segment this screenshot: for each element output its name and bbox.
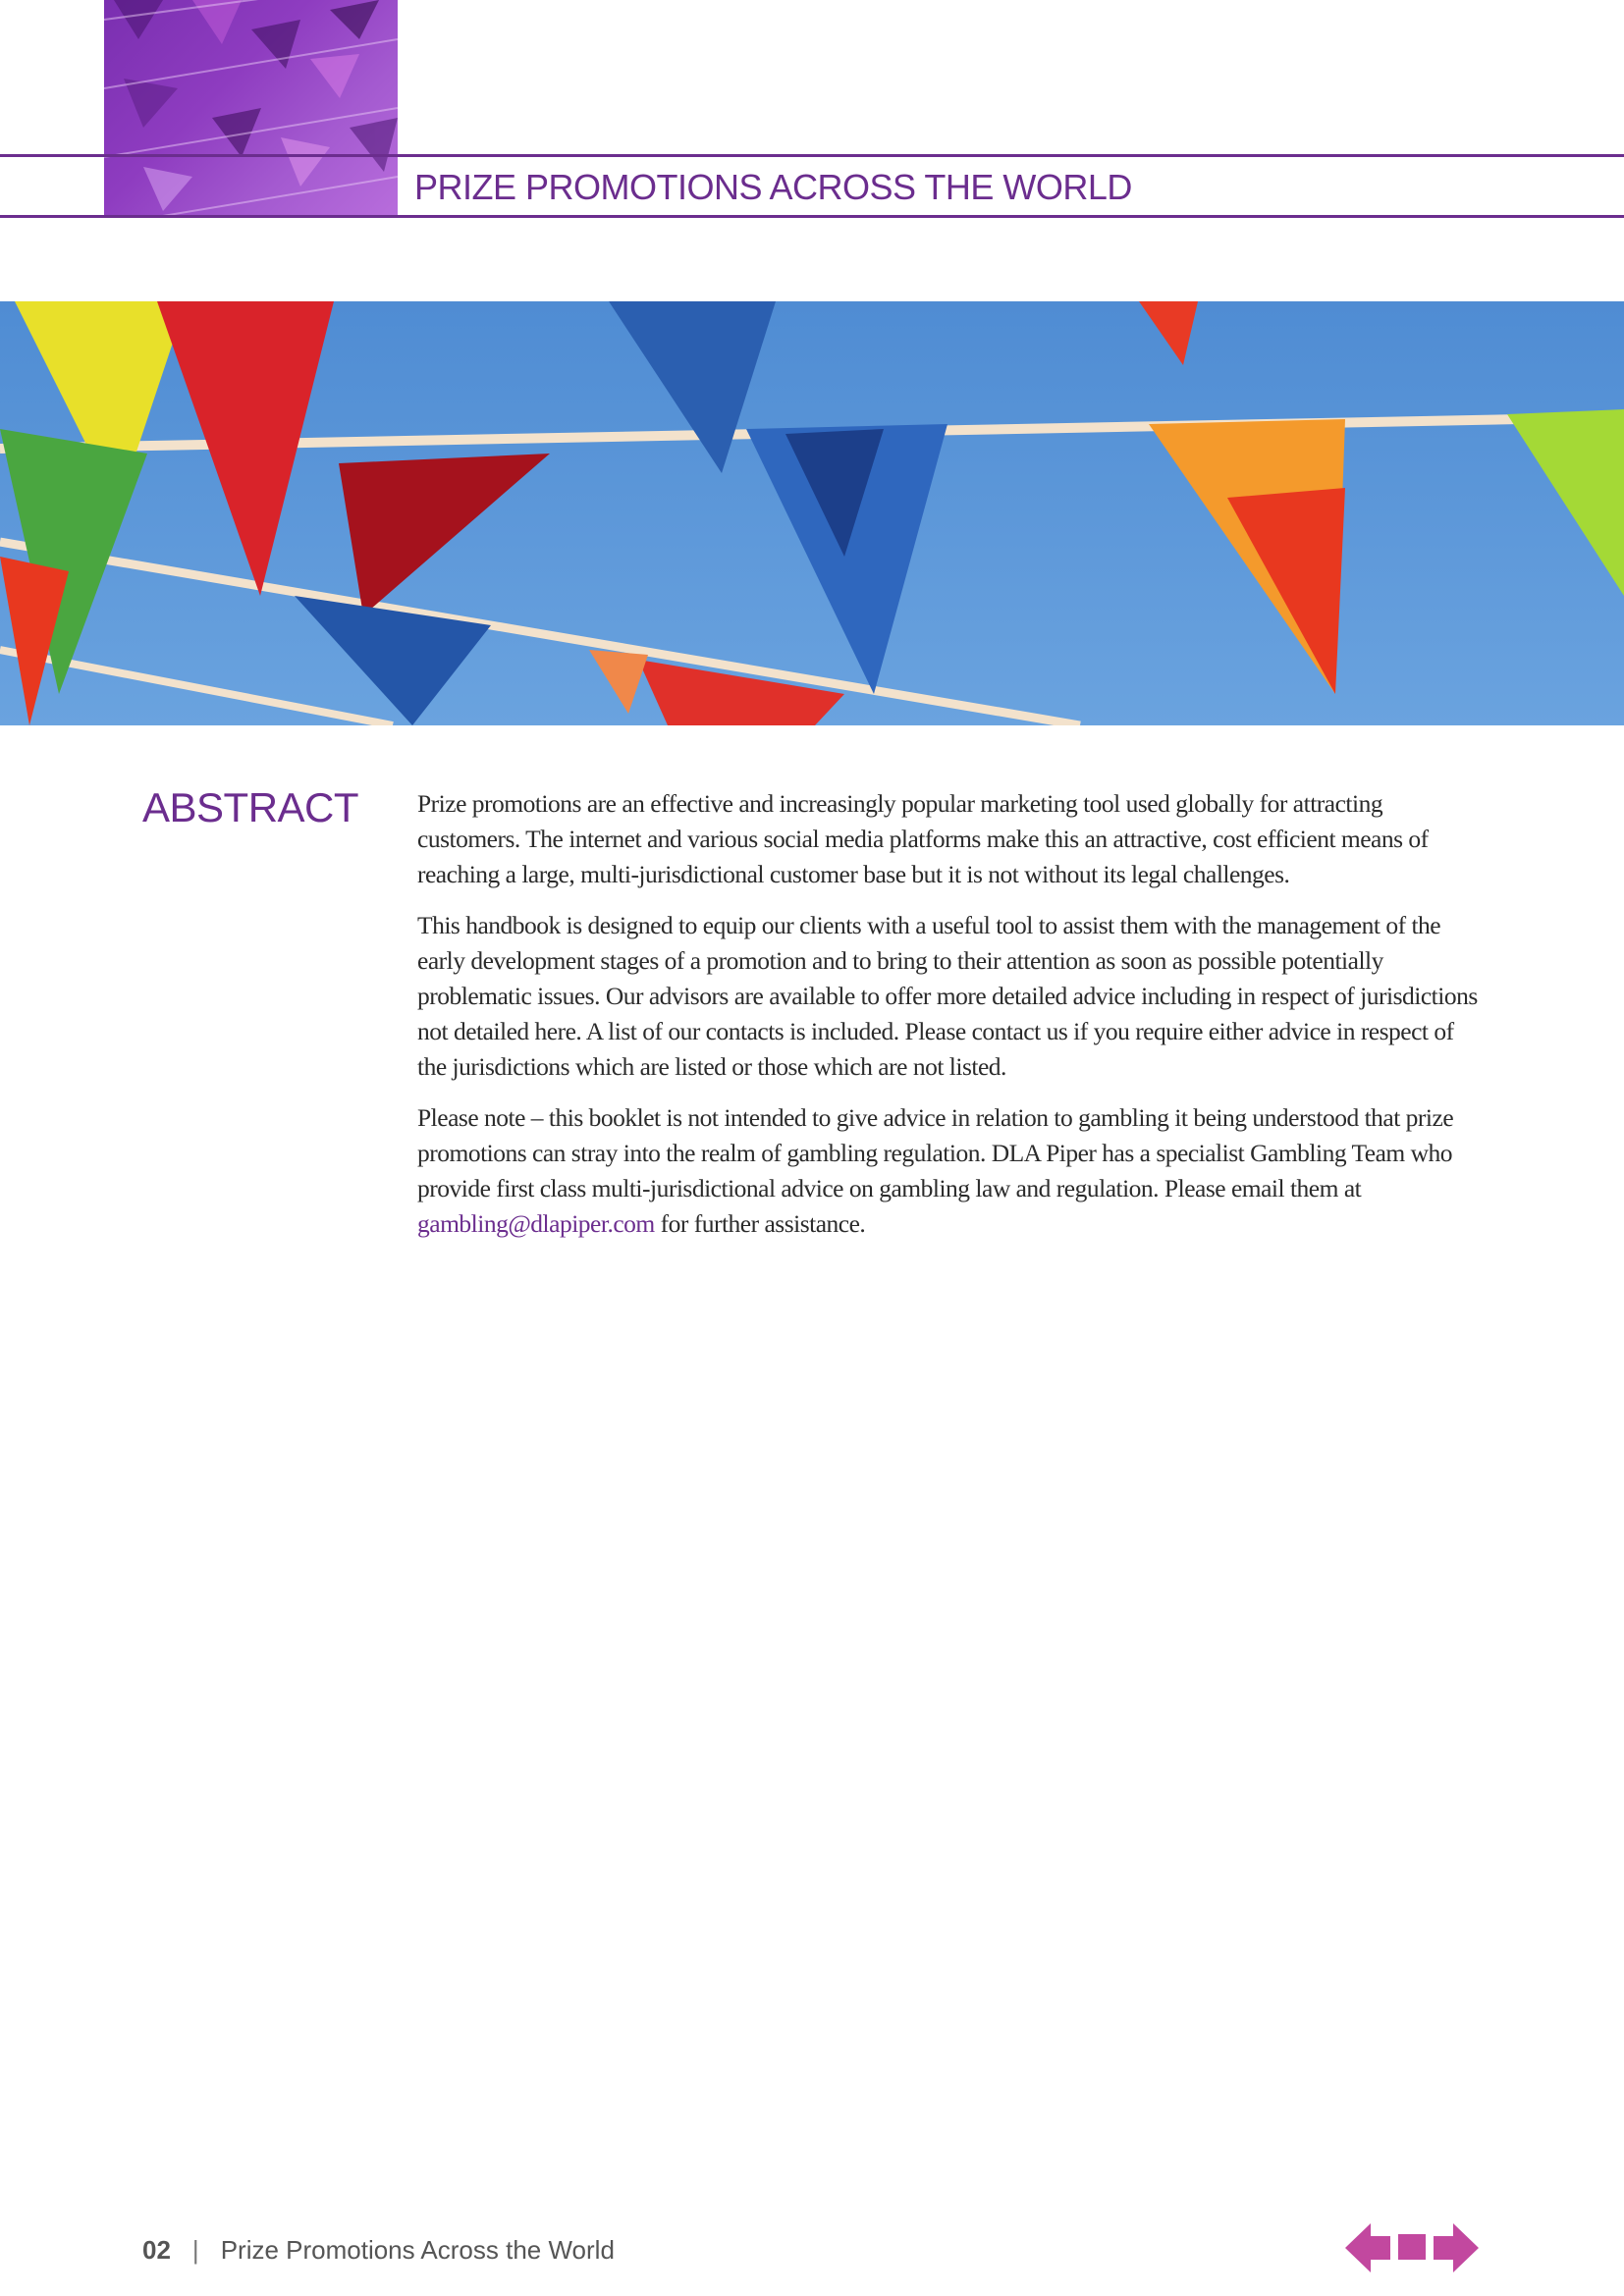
page-navigation — [1345, 2220, 1485, 2275]
header-rule-top — [0, 154, 1624, 157]
gambling-email-link[interactable]: gambling@dlapiper.com — [417, 1209, 655, 1239]
header-rule-bottom — [0, 215, 1624, 218]
abstract-paragraph-2: This handbook is designed to equip our clients with a useful tool to assist them with the management of the early development stages of a promotion and to bring to their attention as soon as possible potentially problematic issues. Our advisors are available to offer more detailed advice including in respect of jurisdictions not detailed here. A list of our contacts is included. Please contact us if you require either advice in respect of the jurisdictions which are listed or those which are not listed. — [417, 910, 1478, 1082]
paragraph-3-text: Please note – this booklet is not intended to give advice in relation to gambling it being understood that prize promotions can stray into the realm of gambling regulation. DLA Piper has a specialist Gambling Team who provide first class multi-jurisdictional advice on gambling law and regulation. Please email them at — [417, 1102, 1454, 1203]
page-number: 02 — [142, 2235, 171, 2265]
home-square-icon[interactable] — [1398, 2234, 1426, 2262]
abstract-heading: ABSTRACT — [142, 784, 359, 830]
header-decorative-tile — [104, 0, 398, 217]
bunting-pattern-icon — [104, 0, 398, 217]
arrow-left-icon[interactable] — [1345, 2221, 1392, 2274]
footer-separator: | — [191, 2235, 199, 2265]
bunting-banner-image — [0, 301, 1624, 725]
abstract-body — [417, 786, 1488, 1256]
footer-title: Prize Promotions Across the World — [220, 2235, 615, 2265]
page-header-title: PRIZE PROMOTIONS ACROSS THE WORLD — [414, 167, 1132, 207]
abstract-paragraph-1: Prize promotions are an effective and increasingly popular marketing tool used globally for attracting customers. The internet and various social media platforms make this an attractive, cost efficient means of reaching a large, multi-jurisdictional customer base but it is not without its legal challenges. — [417, 789, 1429, 889]
paragraph-3-text-end: for further assistance. — [654, 1209, 866, 1239]
page-footer — [142, 2230, 615, 2269]
arrow-right-icon[interactable] — [1432, 2221, 1479, 2274]
abstract-paragraph-3 — [417, 1100, 1488, 1243]
bunting-flags-photo — [0, 301, 1624, 725]
